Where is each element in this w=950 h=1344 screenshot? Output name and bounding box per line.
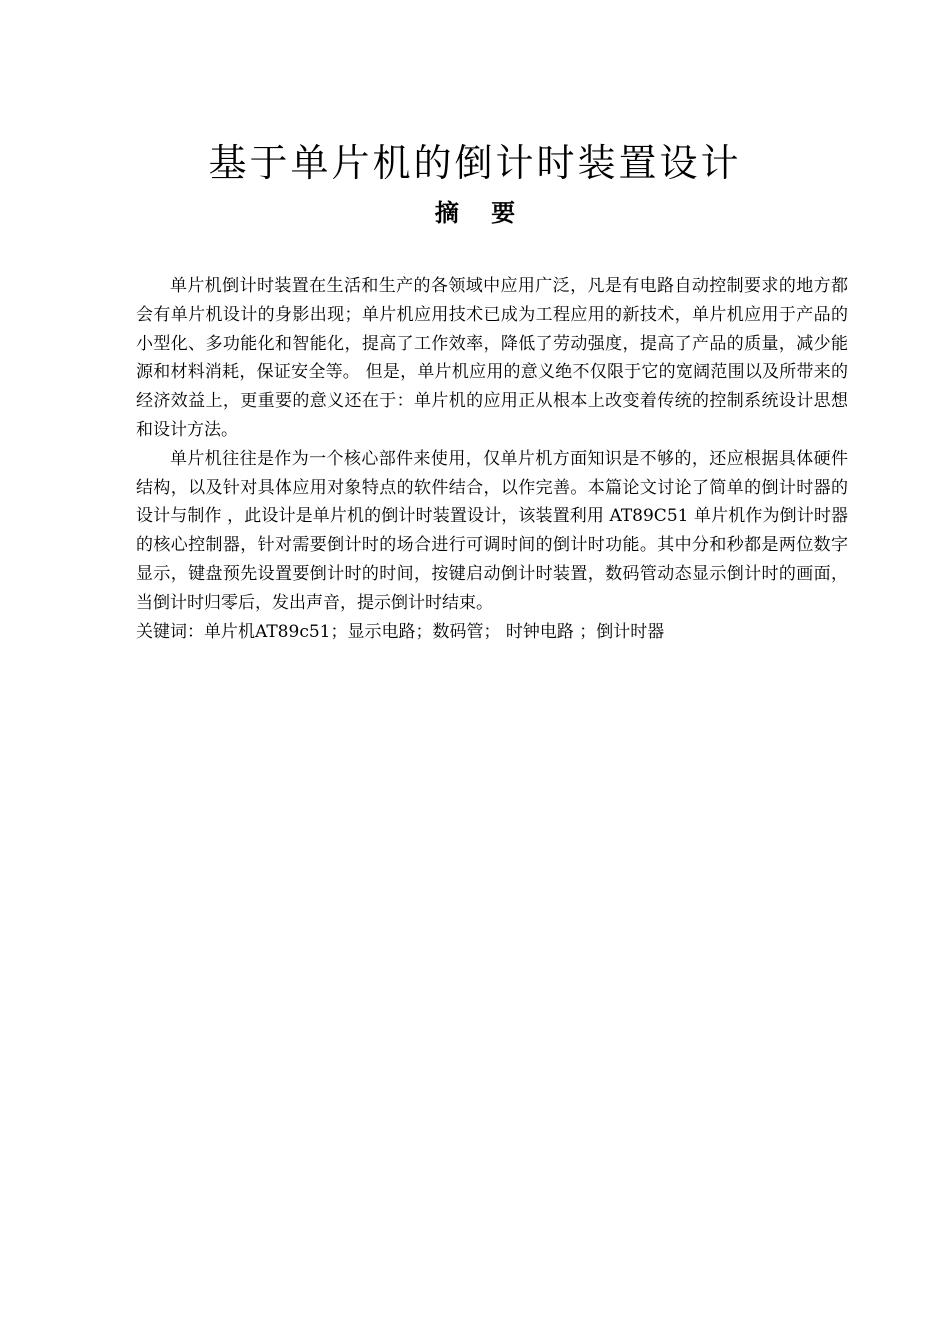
- document-title: 基于单片机的倒计时装置设计: [208, 141, 742, 185]
- abstract-paragraph-2: 单片机往往是作为一个核心部件来使用，仅单片机方面知识是不够的，还应根据具体硬件结构，以及针对具体应用对象特点的软件结合，以作完善。本篇论文讨论了简单的倒计时器的设计与制作 ，此设计是单片机的倒计时装置设计，该装置利用 AT89C51 单片机作为倒计时器的核心控制器，针对需要倒计时的场合进行可调时间的倒计时功能。其中分和秒都是两位数字显示，键盘预先设置要倒计时的时间，按键启动倒计时装置，数码管动态显示倒计时的画面，当倒计时归零后，发出声音，提示倒计时结束。: [136, 448, 848, 613]
- abstract-heading: 摘 要: [434, 199, 528, 227]
- abstract-body: [136, 272, 848, 646]
- keywords-line: 关键词：单片机AT89c51；显示电路；数码管； 时钟电路 ；倒计时器: [136, 621, 665, 642]
- abstract-paragraph-1: 单片机倒计时装置在生活和生产的各领域中应用广泛，凡是有电路自动控制要求的地方都会有单片机设计的身影出现；单片机应用技术已成为工程应用的新技术，单片机应用于产品的小型化、多功能化和智能化，提高了工作效率，降低了劳动强度，提高了产品的质量，减少能源和材料消耗，保证安全等。 但是，单片机应用的意义绝不仅限于它的宽阔范围以及所带来的经济效益上，更重要的意义还在于：单片机的应用正从根本上改变着传统的控制系统设计思想和设计方法。: [136, 276, 848, 440]
